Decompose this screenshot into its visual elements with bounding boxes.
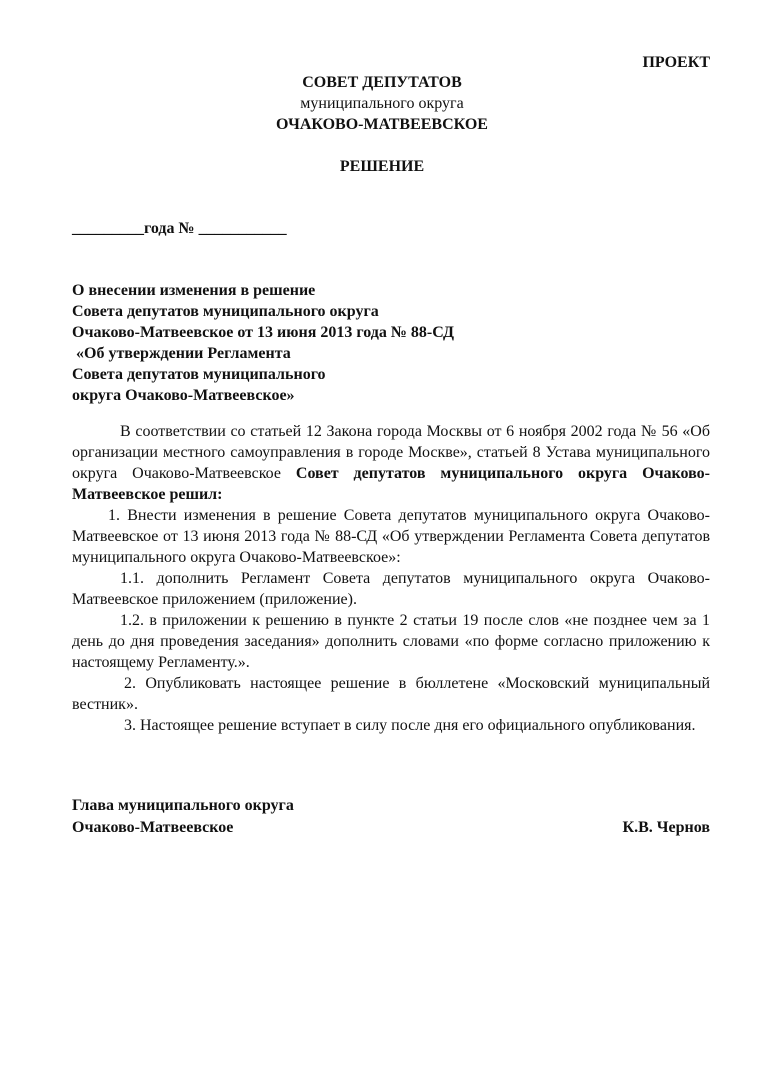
subject-line: «Об утверждении Регламента [72,345,291,362]
document-title: РЕШЕНИЕ [339,158,425,175]
intro-text: В соответствии со статьей 12 Закона города Москвы от 6 ноября 2002 года № 56 «Об организации местного самоуправления в городе Москве», статьей 8 Устава муниципального округа Очаково-Матвеевское [72,423,710,482]
item-1-1: 1.1. дополнить Регламент Совета депутатов муниципального округа Очаково-Матвеевское приложением (приложение). [72,570,710,608]
signer-name: К.В. Чернов [622,819,710,836]
subject-line: Совета депутатов муниципального округа [72,303,379,320]
signature-row-1 [72,795,710,817]
subject-line: округа Очаково-Матвеевское» [72,387,295,404]
item-2: 2. Опубликовать настоящее решение в бюллетене «Московский муниципальный вестник». [72,675,710,713]
date-number-line: _________года № ___________ [72,220,287,237]
header-org: СОВЕТ ДЕПУТАТОВ [302,74,462,91]
signature-row-2 [72,817,710,839]
subject-block [72,280,454,406]
draft-label: ПРОЕКТ [642,54,710,71]
subject-line: О внесении изменения в решение [72,282,316,299]
header-name: ОЧАКОВО-МАТВЕЕВСКОЕ [276,116,488,133]
item-1: 1. Внести изменения в решение Совета депутатов муниципального округа Очаково-Матвеевское от 13 июня 2013 года № 88-СД «Об утверждении Регламента Совета депутатов муниципального округа Очаково-Матвеевское»: [72,507,710,566]
item-3: 3. Настоящее решение вступает в силу после дня его официального опубликования. [124,717,696,734]
intro-paragraph [72,421,710,505]
subject-line: Очаково-Матвеевское от 13 июня 2013 года № 88-СД [72,324,455,341]
item-1-2: 1.2. в приложении к решению в пункте 2 статьи 19 после слов «не позднее чем за 1 день до дня проведения заседания» дополнить словами «по форме согласно приложению к настоящему Регламенту.». [72,612,710,671]
signer-position-2: Очаково-Матвеевское [72,819,234,836]
header-sub: муниципального округа [300,95,464,112]
intro-resolution: Совет депутатов муниципального округа Очаково-Матвеевское решил: [72,465,711,503]
document-header [0,72,764,135]
subject-line: Совета депутатов муниципального [72,366,326,383]
document-body [72,421,710,736]
signature-block [72,795,710,839]
signer-position: Глава муниципального округа [72,797,294,814]
